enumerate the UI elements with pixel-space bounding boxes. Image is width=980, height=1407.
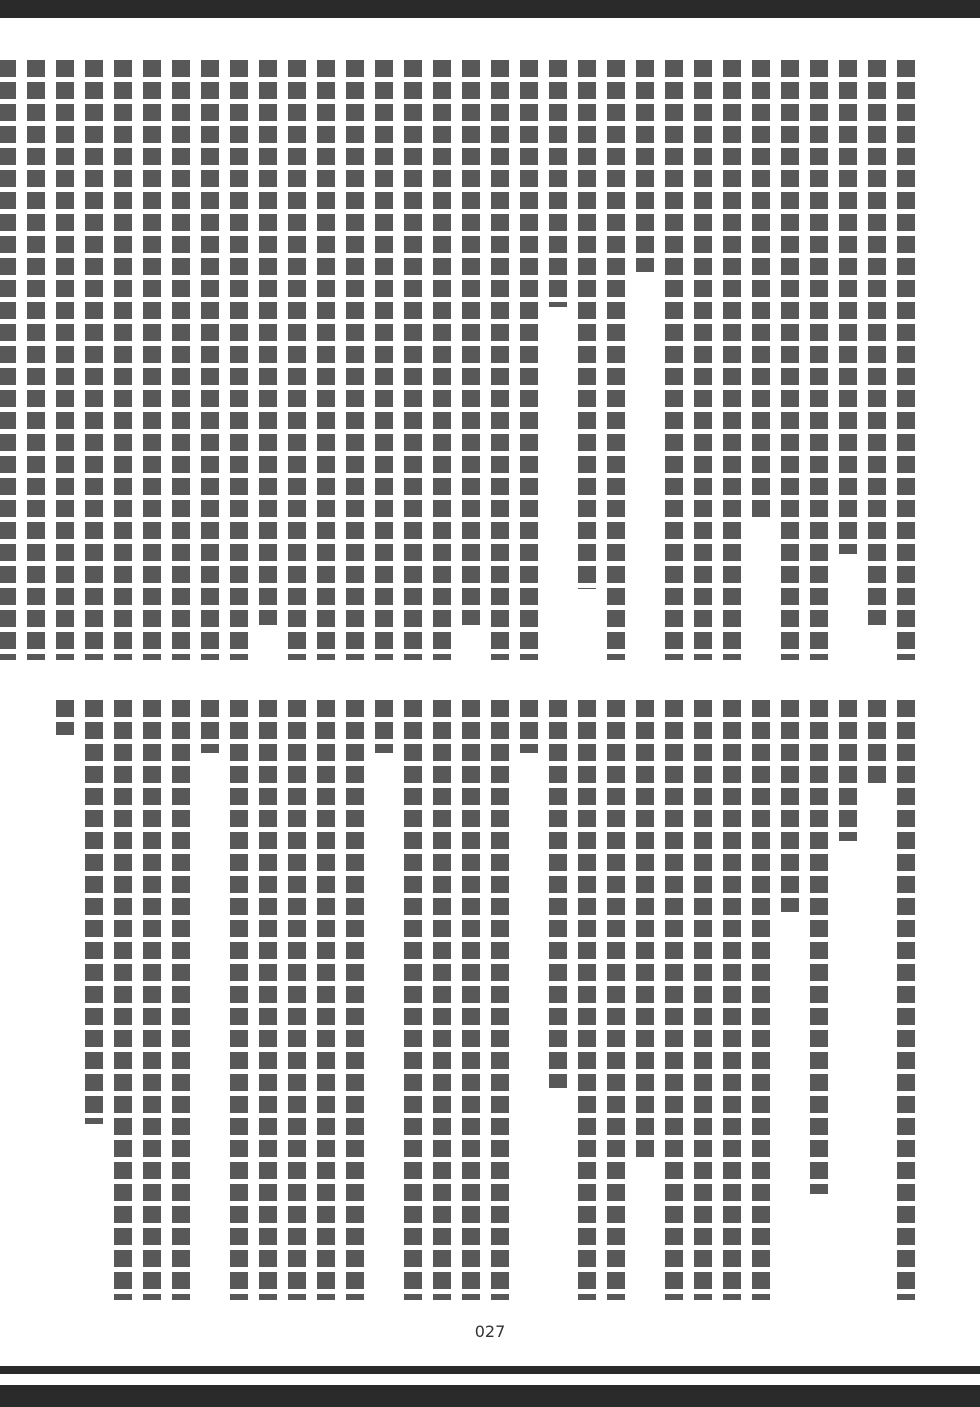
- text-line-placeholder: [868, 60, 886, 625]
- text-line-placeholder: [636, 60, 654, 272]
- text-line-placeholder: [462, 700, 480, 1300]
- text-line-placeholder: [578, 60, 596, 589]
- top-border-bar: [0, 0, 980, 18]
- text-line-placeholder: [404, 60, 422, 660]
- text-line-placeholder: [549, 700, 567, 1088]
- text-column: [143, 60, 161, 680]
- text-column: [172, 60, 190, 680]
- text-column: [694, 60, 712, 680]
- text-column: [56, 60, 74, 680]
- text-column: [694, 700, 712, 1330]
- text-column: [839, 60, 857, 680]
- text-column: [317, 700, 335, 1330]
- text-line-placeholder: [56, 60, 74, 660]
- text-line-placeholder: [0, 60, 16, 660]
- text-line-placeholder: [723, 700, 741, 1300]
- text-column: [143, 700, 161, 1330]
- text-line-placeholder: [317, 700, 335, 1300]
- text-column: [201, 700, 219, 1330]
- text-line-placeholder: [665, 700, 683, 1300]
- text-line-placeholder: [578, 700, 596, 1300]
- text-line-placeholder: [114, 700, 132, 1300]
- text-line-placeholder: [868, 700, 886, 788]
- text-line-placeholder: [85, 60, 103, 660]
- text-line-placeholder: [433, 60, 451, 660]
- text-column: [288, 700, 306, 1330]
- text-line-placeholder: [491, 60, 509, 660]
- text-line-placeholder: [230, 60, 248, 660]
- text-column: [897, 700, 915, 1330]
- text-line-placeholder: [404, 700, 422, 1300]
- text-line-placeholder: [810, 60, 828, 660]
- text-line-placeholder: [607, 700, 625, 1300]
- text-column: [491, 700, 509, 1330]
- text-line-placeholder: [172, 60, 190, 660]
- text-column: [462, 700, 480, 1330]
- text-column: [578, 700, 596, 1330]
- text-column: [85, 60, 103, 680]
- bottom-border-thick: [0, 1385, 980, 1407]
- text-line-placeholder: [491, 700, 509, 1300]
- text-column: [201, 60, 219, 680]
- bottom-border-thin: [0, 1366, 980, 1374]
- text-line-placeholder: [752, 60, 770, 519]
- text-line-placeholder: [85, 700, 103, 1124]
- text-column: [230, 60, 248, 680]
- text-line-placeholder: [433, 700, 451, 1300]
- text-line-placeholder: [375, 700, 393, 753]
- text-column: [404, 700, 422, 1330]
- text-line-placeholder: [781, 60, 799, 660]
- text-line-placeholder: [520, 700, 538, 753]
- text-line-placeholder: [27, 60, 45, 660]
- text-line-placeholder: [694, 60, 712, 660]
- text-line-placeholder: [897, 60, 915, 660]
- text-column: [636, 60, 654, 680]
- text-line-placeholder: [114, 60, 132, 660]
- text-column: [868, 60, 886, 680]
- text-column: [810, 700, 828, 1330]
- text-column: [433, 700, 451, 1330]
- text-line-placeholder: [810, 700, 828, 1194]
- text-line-placeholder: [259, 60, 277, 625]
- text-line-placeholder: [259, 700, 277, 1300]
- text-column: [723, 60, 741, 680]
- text-column: [404, 60, 422, 680]
- text-line-placeholder: [839, 700, 857, 841]
- text-column: [752, 700, 770, 1330]
- text-column: [346, 700, 364, 1330]
- text-column: [897, 60, 915, 680]
- text-column: [462, 60, 480, 680]
- text-column: [607, 700, 625, 1330]
- text-line-placeholder: [230, 700, 248, 1300]
- text-line-placeholder: [143, 700, 161, 1300]
- text-column: [346, 60, 364, 680]
- text-line-placeholder: [549, 60, 567, 307]
- text-line-placeholder: [665, 60, 683, 660]
- text-column: [781, 60, 799, 680]
- text-column: [665, 60, 683, 680]
- text-line-placeholder: [288, 60, 306, 660]
- page-number: 027: [474, 1322, 506, 1341]
- text-line-placeholder: [462, 60, 480, 625]
- text-column: [520, 60, 538, 680]
- text-line-placeholder: [897, 700, 915, 1300]
- text-line-placeholder: [172, 700, 190, 1300]
- text-column: [491, 60, 509, 680]
- text-column: [114, 700, 132, 1330]
- text-column: [723, 700, 741, 1330]
- text-column: [85, 700, 103, 1330]
- text-line-placeholder: [317, 60, 335, 660]
- text-column: [578, 60, 596, 680]
- text-line-placeholder: [288, 700, 306, 1300]
- text-line-placeholder: [346, 60, 364, 660]
- lower-text-tier: [95, 700, 915, 1330]
- text-column: [0, 60, 16, 680]
- text-column: [520, 700, 538, 1330]
- text-line-placeholder: [839, 60, 857, 554]
- text-column: [288, 60, 306, 680]
- text-column: [781, 700, 799, 1330]
- text-line-placeholder: [607, 60, 625, 660]
- text-column: [752, 60, 770, 680]
- text-column: [56, 700, 74, 1330]
- text-line-placeholder: [520, 60, 538, 660]
- text-line-placeholder: [781, 700, 799, 912]
- text-column: [114, 60, 132, 680]
- text-column: [810, 60, 828, 680]
- text-column: [172, 700, 190, 1330]
- text-column: [607, 60, 625, 680]
- text-column: [375, 700, 393, 1330]
- text-line-placeholder: [346, 700, 364, 1300]
- text-line-placeholder: [201, 700, 219, 753]
- text-column: [636, 700, 654, 1330]
- text-line-placeholder: [143, 60, 161, 660]
- text-column: [317, 60, 335, 680]
- text-column: [549, 60, 567, 680]
- text-column: [230, 700, 248, 1330]
- upper-text-tier: [95, 60, 915, 680]
- text-line-placeholder: [752, 700, 770, 1300]
- text-line-placeholder: [201, 60, 219, 660]
- text-column: [259, 60, 277, 680]
- text-line-placeholder: [375, 60, 393, 660]
- text-column: [27, 60, 45, 680]
- text-column: [259, 700, 277, 1330]
- text-column: [665, 700, 683, 1330]
- text-line-placeholder: [56, 700, 74, 735]
- text-line-placeholder: [694, 700, 712, 1300]
- text-column: [549, 700, 567, 1330]
- text-line-placeholder: [723, 60, 741, 660]
- text-column: [868, 700, 886, 1330]
- text-line-placeholder: [636, 700, 654, 1159]
- text-column: [839, 700, 857, 1330]
- text-column: [375, 60, 393, 680]
- text-column: [433, 60, 451, 680]
